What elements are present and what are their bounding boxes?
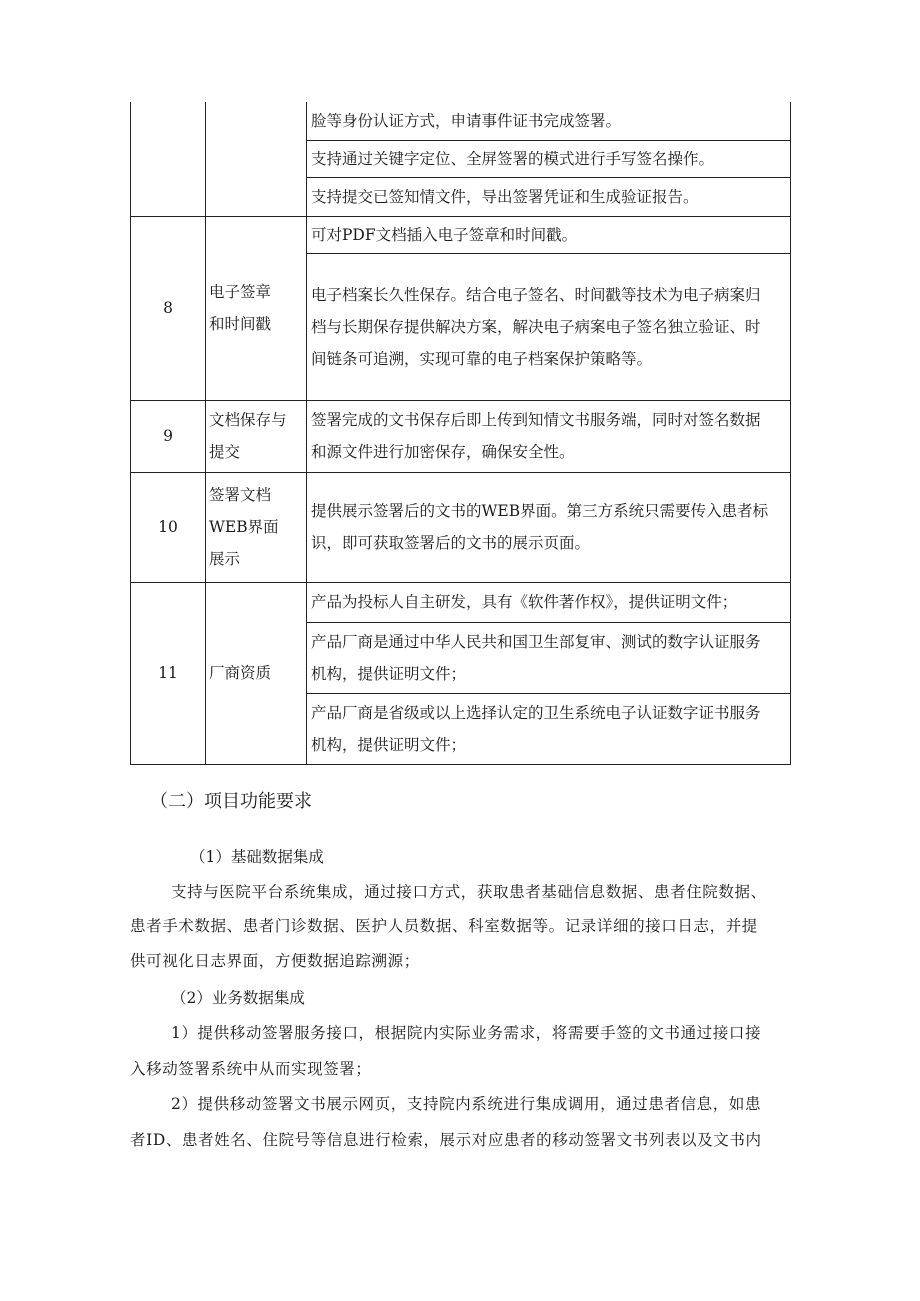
desc-line: 电子档案长久性保存。结合电子签名、时间戳等技术为电子病案归 — [311, 285, 761, 304]
paragraph-line: 供可视化日志界面，方便数据追踪溯源； — [130, 952, 420, 970]
row-name-line: 和时间戳 — [209, 315, 272, 333]
table-row — [131, 400, 791, 472]
row-desc-cell — [307, 253, 791, 400]
row-name-cell — [206, 216, 307, 400]
row-desc-cell — [307, 400, 791, 472]
row-name-cell — [206, 102, 307, 216]
row-desc-cell: 支持通过关键字定位、全屏签署的模式进行手写签名操作。 — [307, 140, 791, 177]
row-number-cell: 8 — [131, 216, 206, 400]
row-desc-cell: 产品为投标人自主研发，具有《软件著作权》，提供证明文件； — [307, 582, 791, 622]
row-desc-cell: 可对PDF文档插入电子签章和时间戳。 — [307, 216, 791, 253]
table-row — [131, 216, 791, 253]
desc-line: 档与长期保存提供解决方案，解决电子病案电子签名独立验证、时 — [311, 317, 761, 336]
row-name-line: 签署文档 — [209, 486, 272, 504]
paragraph-line: 患者手术数据、患者门诊数据、医护人员数据、科室数据等。记录详细的接口日志，并提 — [130, 917, 758, 935]
row-name-line: 文档保存与 — [209, 411, 287, 429]
subsection-title: （1）基础数据集成 — [190, 848, 324, 866]
row-name-cell — [206, 472, 307, 582]
row-desc-cell — [307, 622, 791, 693]
desc-line: 提供展示签署后的文书的WEB界面。第三方系统只需要传入患者标 — [311, 502, 769, 520]
row-desc-cell — [307, 472, 791, 582]
desc-line: 和源文件进行加密保存，确保安全性。 — [311, 443, 575, 461]
row-desc-cell: 支持提交已签知情文件，导出签署凭证和生成验证报告。 — [307, 177, 791, 216]
row-number-cell — [131, 102, 206, 216]
paragraph-line: 1）提供移动签署服务接口，根据院内实际业务需求，将需要手签的文书通过接口接 — [171, 1024, 762, 1042]
desc-line: 产品厂商是省级或以上选择认定的卫生系统电子认证数字证书服务 — [311, 703, 761, 722]
row-name-line: WEB界面 — [209, 518, 279, 536]
table-row — [131, 472, 791, 582]
row-number-cell: 11 — [131, 582, 206, 764]
row-name-cell: 厂商资质 — [206, 582, 307, 764]
table-row — [131, 582, 791, 622]
desc-line: 机构，提供证明文件； — [311, 664, 467, 683]
subsection-title: （2）业务数据集成 — [171, 989, 305, 1007]
row-name-line: 展示 — [209, 550, 241, 568]
paragraph-line: 2）提供移动签署文书展示网页，支持院内系统进行集成调用，通过患者信息，如患 — [171, 1095, 762, 1113]
row-name-cell — [206, 400, 307, 472]
desc-line: 间链条可追溯，实现可靠的电子档案保护策略等。 — [311, 349, 653, 368]
desc-line: 机构，提供证明文件； — [311, 735, 467, 754]
row-number-cell: 9 — [131, 400, 206, 472]
row-name-line: 电子签章 — [209, 283, 272, 301]
row-name-line: 提交 — [209, 443, 241, 461]
desc-line: 识，即可获取签署后的文书的展示页面。 — [311, 534, 591, 552]
row-number-cell: 10 — [131, 472, 206, 582]
desc-line: 产品厂商是通过中华人民共和国卫生部复审、测试的数字认证服务 — [311, 632, 761, 651]
desc-line: 签署完成的文书保存后即上传到知情文书服务端，同时对签名数据 — [311, 411, 761, 429]
paragraph-line: 支持与医院平台系统集成，通过接口方式，获取患者基础信息数据、患者住院数据、 — [171, 883, 767, 901]
paragraph-line: 者ID、患者姓名、住院号等信息进行检索，展示对应患者的移动签署文书列表以及文书内 — [130, 1131, 762, 1149]
section-title: （二）项目功能要求 — [150, 791, 312, 812]
table-row — [131, 102, 791, 140]
row-desc-cell: 脸等身份认证方式，申请事件证书完成签署。 — [307, 102, 791, 140]
requirements-table — [130, 102, 791, 765]
paragraph-line: 入移动签署系统中从而实现签署； — [130, 1060, 372, 1078]
row-desc-cell — [307, 693, 791, 764]
